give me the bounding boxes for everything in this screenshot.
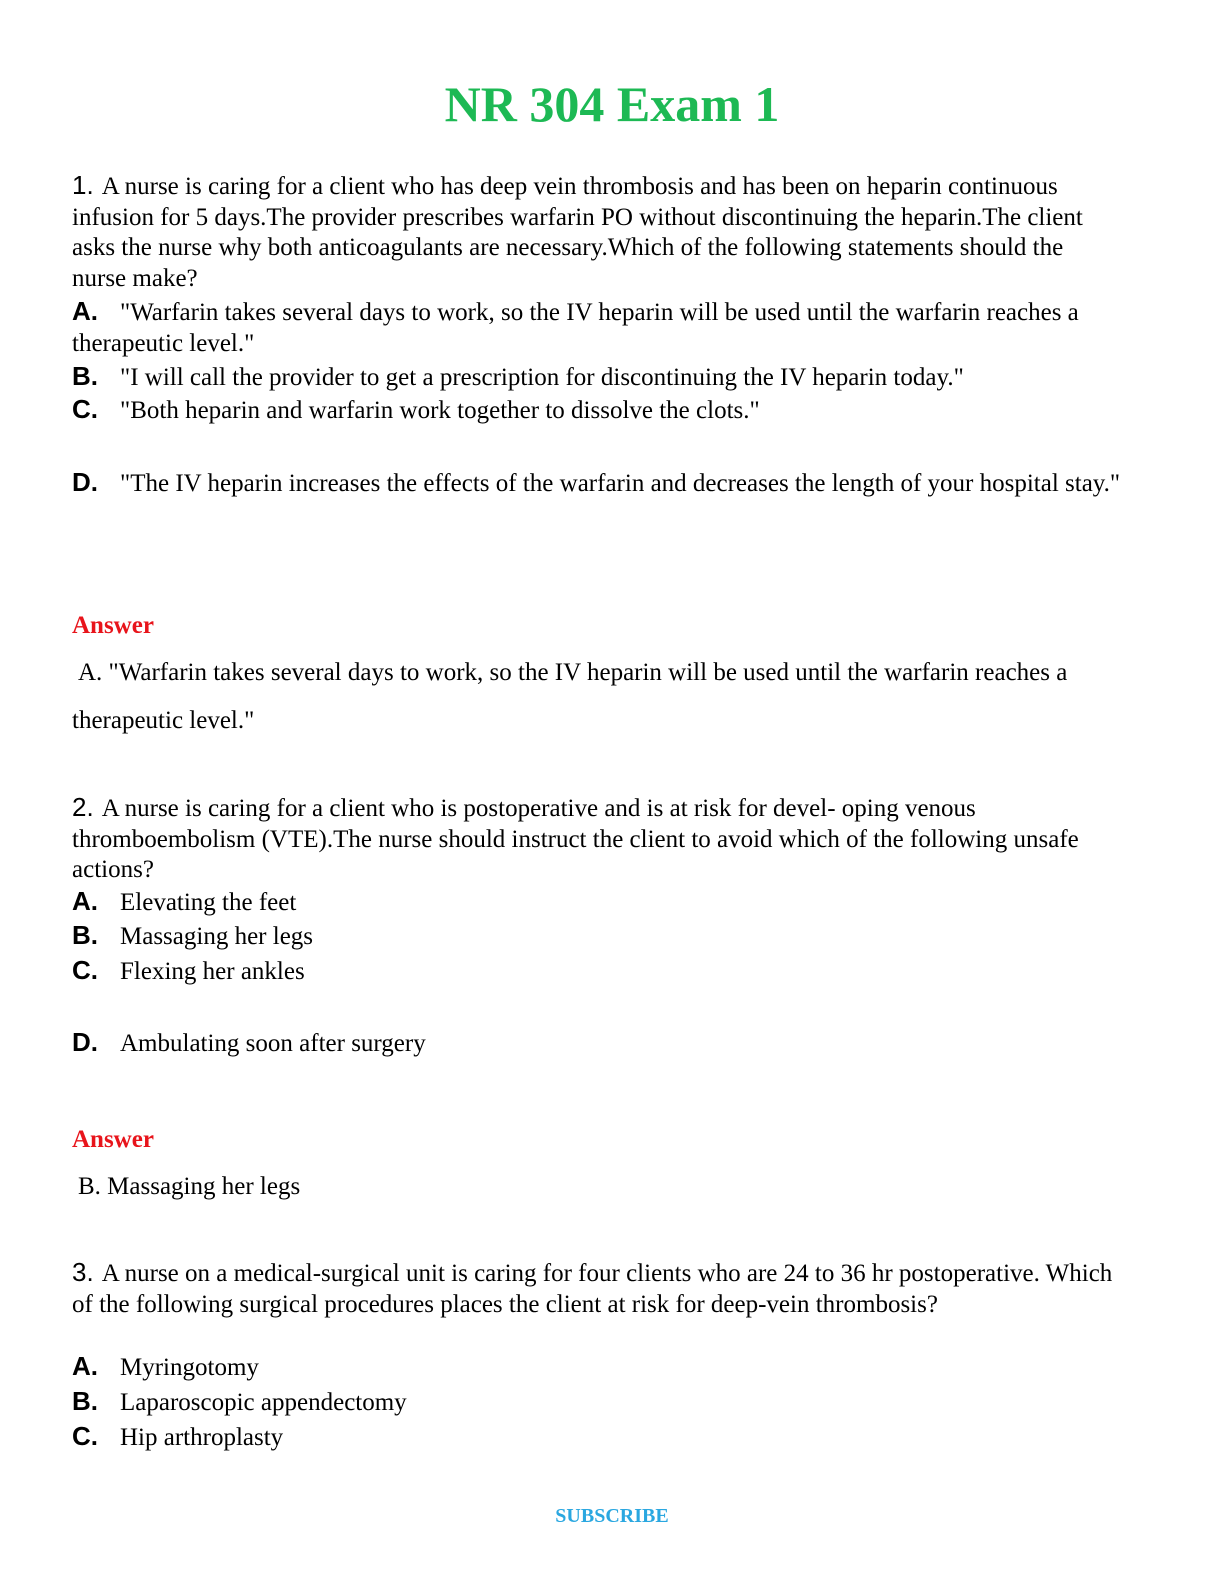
question-1-option-d[interactable] xyxy=(72,458,1122,508)
question-text: A nurse on a medical-surgical unit is caring for four clients who are 24 to 36 hr postoperative. Which of the following surgical procedures places the client at risk for deep-vein thrombosis? xyxy=(72,1260,1113,1318)
question-3-option-c[interactable] xyxy=(72,1421,1122,1454)
document-title: NR 304 Exam 1 xyxy=(444,76,780,132)
option-text: Ambulating soon after surgery xyxy=(120,1030,426,1057)
question-3-stem xyxy=(72,1257,1122,1320)
question-1-option-c[interactable] xyxy=(72,394,1122,427)
option-letter: B. xyxy=(72,920,98,950)
option-letter: C. xyxy=(72,1421,98,1451)
question-2-option-d[interactable] xyxy=(72,1027,1122,1060)
question-2-option-c[interactable] xyxy=(72,955,1122,988)
option-text: "Warfarin takes several days to work, so the IV heparin will be used until the warfarin reaches a therapeutic level." xyxy=(72,299,1079,357)
option-letter: B. xyxy=(72,361,98,391)
question-text: A nurse is caring for a client who is postoperative and is at risk for devel- oping venous thromboembolism (VTE).The nurse should instruct the client to avoid which of the following unsafe actions? xyxy=(72,795,1079,883)
question-1-option-b[interactable] xyxy=(72,361,1122,394)
option-letter: D. xyxy=(72,467,98,497)
question-3-option-a[interactable] xyxy=(72,1351,1122,1384)
option-text: Laparoscopic appendectomy xyxy=(120,1389,407,1416)
option-letter: B. xyxy=(72,1386,98,1416)
question-2-stem xyxy=(72,792,1122,886)
option-text: "I will call the provider to get a prescription for discontinuing the IV heparin today." xyxy=(120,364,964,391)
option-letter: A. xyxy=(72,1351,98,1381)
answer-heading: Answer xyxy=(72,612,154,639)
option-letter: A. xyxy=(72,886,98,916)
question-1-option-a[interactable] xyxy=(72,296,1122,359)
document-page xyxy=(72,0,1152,1584)
answer-text: A. "Warfarin takes several days to work, so the IV heparin will be used until the warfarin reaches a therapeutic level." xyxy=(72,659,1068,734)
option-text: "Both heparin and warfarin work together to dissolve the clots." xyxy=(120,397,760,424)
answer-text: B. Massaging her legs xyxy=(78,1173,301,1200)
question-1-stem xyxy=(72,170,1122,294)
subscribe-link[interactable]: SUBSCRIBE xyxy=(555,1505,669,1527)
option-text: Elevating the feet xyxy=(120,889,297,916)
question-1-answer xyxy=(72,649,1122,745)
question-number: 1. xyxy=(72,170,94,200)
option-text: Myringotomy xyxy=(120,1354,259,1381)
question-number: 3. xyxy=(72,1257,94,1287)
option-text: Flexing her ankles xyxy=(120,958,305,985)
option-letter: D. xyxy=(72,1027,98,1057)
option-letter: A. xyxy=(72,296,98,326)
question-3-option-b[interactable] xyxy=(72,1386,1122,1419)
question-2-option-b[interactable] xyxy=(72,920,1122,953)
answer-heading: Answer xyxy=(72,1126,154,1153)
option-letter: C. xyxy=(72,394,98,424)
option-letter: C. xyxy=(72,955,98,985)
option-text: Hip arthroplasty xyxy=(120,1424,284,1451)
question-2-answer xyxy=(72,1163,1122,1211)
option-text: Massaging her legs xyxy=(120,923,314,950)
option-text: "The IV heparin increases the effects of the warfarin and decreases the length of your hospital stay." xyxy=(120,470,1121,497)
question-text: A nurse is caring for a client who has deep vein thrombosis and has been on heparin continuous infusion for 5 days.The provider prescribes warfarin PO without discontinuing the heparin.The client asks the nurse why both anticoagulants are necessary.Which of the following statements should the nurse make? xyxy=(72,173,1083,292)
question-2-option-a[interactable] xyxy=(72,886,1122,919)
question-number: 2. xyxy=(72,792,94,822)
